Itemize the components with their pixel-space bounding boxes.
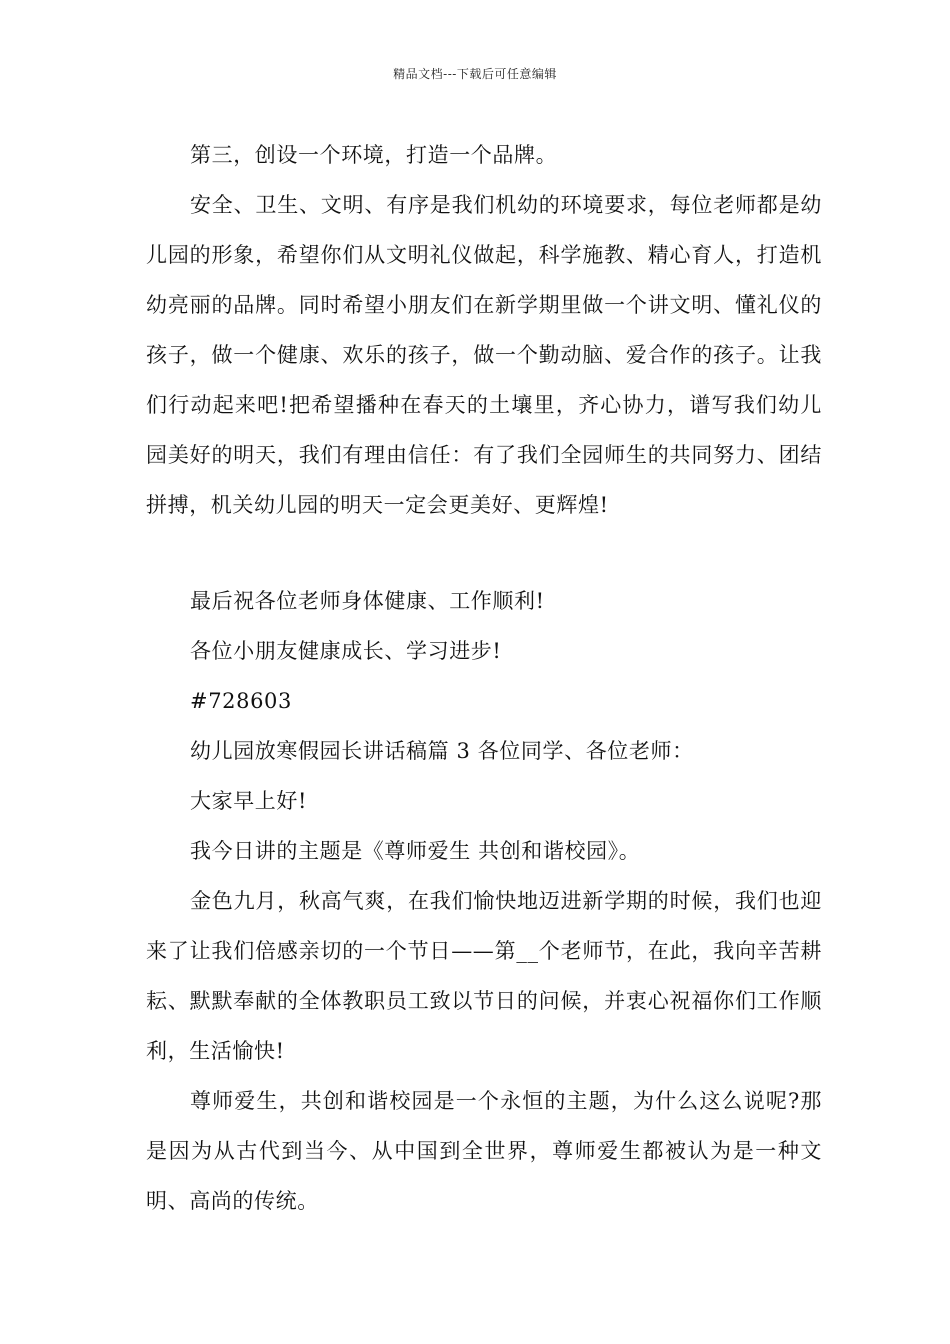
wish-teachers-line: 最后祝各位老师身体健康、工作顺利! xyxy=(190,589,545,613)
topic-line: 我今日讲的主题是《尊师爱生 共创和谐校园》。 xyxy=(190,839,641,863)
section-heading: 第三，创设一个环境，打造一个品牌。 xyxy=(190,143,558,167)
paragraph-september: 金色九月，秋高气爽，在我们愉快地迈进新学期的时候，我们也迎来了让我们倍感亲切的一个节日——第__个老师节，在此，我向辛苦耕耘、默默奉献的全体教职员工致以节日的问候，并衷心祝福你们工作顺利，生活愉快! xyxy=(146,889,822,1063)
document-number: #728603 xyxy=(190,689,292,713)
document-body xyxy=(146,130,822,1226)
paragraph-respect: 尊师爱生，共创和谐校园是一个永恒的主题，为什么这么说呢?那是因为从古代到当今、从中国到全世界，尊师爱生都被认为是一种文明、高尚的传统。 xyxy=(146,1089,822,1213)
page-header: 精品文档---下载后可任意编辑 xyxy=(393,67,557,81)
wish-children-line: 各位小朋友健康成长、学习进步! xyxy=(190,639,502,663)
paragraph-environment: 安全、卫生、文明、有序是我们机幼的环境要求，每位老师都是幼儿园的形象，希望你们从文明礼仪做起，科学施教、精心育人，打造机幼亮丽的品牌。同时希望小朋友们在新学期里做一个讲文明、懂礼仪的孩子，做一个健康、欢乐的孩子，做一个勤动脑、爱合作的孩子。让我们行动起来吧!把希望播种在春天的土壤里，齐心协力，谱写我们幼儿园美好的明天，我们有理由信任：有了我们全园师生的共同努力、团结拼搏，机关幼儿园的明天一定会更美好、更辉煌! xyxy=(146,193,822,517)
speech-title: 幼儿园放寒假园长讲话稿篇 3 各位同学、各位老师： xyxy=(190,739,694,763)
greeting-line: 大家早上好! xyxy=(190,789,308,813)
paragraph-spacer xyxy=(146,530,822,576)
